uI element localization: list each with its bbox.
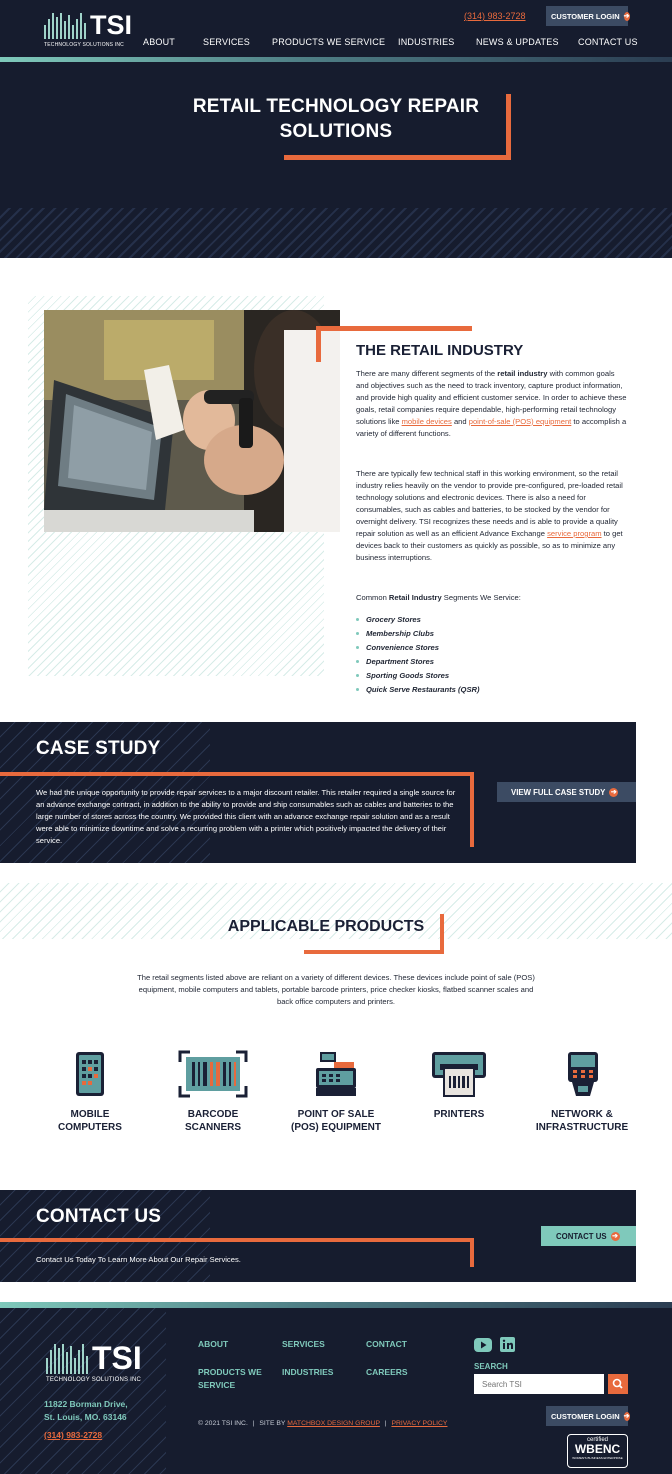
product-label-barcode	[153, 1108, 273, 1134]
product-label-pos	[276, 1108, 396, 1134]
nav-news-updates[interactable]: NEWS & UPDATES	[476, 37, 559, 47]
segment-label: Quick Serve Restaurants (QSR)	[366, 684, 480, 694]
address-line-1: 11822 Borman Drive,	[44, 1399, 128, 1409]
segments-list	[356, 612, 480, 696]
service-program-link[interactable]: service program	[547, 529, 602, 538]
retail-paragraph-2	[356, 468, 628, 564]
product-label-line: POINT OF SALE	[297, 1109, 375, 1120]
copyright-text: © 2021 TSI INC.	[198, 1420, 248, 1427]
retail-p1-text-3: to accomplish a variety of different functions.	[356, 417, 627, 438]
segments-intro-text-2: Segments We Service:	[441, 593, 521, 602]
footer-link-products[interactable]	[198, 1366, 262, 1392]
mobile-devices-link[interactable]: mobile devices	[401, 417, 452, 426]
nav-products-we-service[interactable]: PRODUCTS WE SERVICE	[272, 37, 386, 47]
page-title-line1: RETAIL TECHNOLOGY REPAIR	[192, 96, 480, 117]
segments-intro-bold: Retail Industry	[388, 593, 442, 602]
contact-text: Contact Us Today To Learn More About Our Repair Services.	[36, 1255, 241, 1264]
retail-p1-text-2: with common goals and objectives such as the need to track inventory, capture product information, and provide high quality and efficient customer service. In order to achieve these goals, retail companies require dependable, high-performing retail technology solutions like	[356, 369, 627, 426]
products-intro: The retail segments listed above are reliant on a variety of different devices. These devices include point of sale (POS) equipment, mobile computers and tablets, portable barcode printers, price checker kiosks, flatbed scanner scales and back office computers and printers.	[137, 973, 535, 1006]
footer-logo[interactable]	[46, 1342, 142, 1383]
segments-intro-text: Common	[356, 593, 389, 602]
arrow-right-icon: ➔	[623, 1412, 630, 1420]
view-case-study-button[interactable]	[497, 782, 636, 802]
header-phone-link[interactable]: (314) 983-2728	[464, 11, 526, 21]
product-label-printers	[399, 1108, 519, 1121]
hero-accent-vertical	[506, 94, 511, 160]
list-item	[356, 612, 480, 626]
segment-label: Convenience Stores	[366, 642, 440, 652]
nav-industries[interactable]: INDUSTRIES	[398, 37, 455, 47]
footer-logo-wordmark: TSI	[92, 1340, 142, 1376]
search-label: SEARCH	[474, 1362, 508, 1371]
retail-heading: THE RETAIL INDUSTRY	[356, 342, 524, 359]
arrow-right-icon: ➔	[610, 788, 617, 796]
segment-label: Department Stores	[366, 656, 434, 666]
logo-bars-icon	[46, 1344, 88, 1374]
list-item	[356, 682, 480, 696]
bullet-icon	[356, 618, 359, 621]
footer-logo-subtitle: TECHNOLOGY SOLUTIONS INC	[46, 1377, 142, 1383]
segments-intro	[356, 592, 521, 604]
footer-phone-link[interactable]: (314) 983-2728	[44, 1430, 103, 1440]
wbenc-wordmark: WBENC	[574, 1442, 621, 1456]
footer-stripe-panel	[0, 1308, 166, 1474]
footer-link-about[interactable]: ABOUT	[198, 1339, 229, 1349]
logo-subtitle: TECHNOLOGY SOLUTIONS INC	[44, 42, 124, 48]
nav-about[interactable]: ABOUT	[143, 37, 176, 47]
hero-accent-horizontal	[284, 155, 511, 160]
wbenc-certified-badge	[567, 1434, 628, 1468]
list-item	[356, 640, 480, 654]
bullet-icon	[356, 660, 359, 663]
products-accent-horizontal	[304, 950, 444, 954]
arrow-right-icon: ➔	[623, 12, 630, 20]
wbenc-subtitle: WOMEN'S BUSINESS ENTERPRISE	[572, 1456, 623, 1460]
list-item	[356, 668, 480, 682]
product-label-line: COMPUTERS	[58, 1122, 122, 1133]
retail-accent-horizontal	[316, 326, 472, 331]
retail-photo-illustration	[44, 310, 340, 532]
address-line-2: St. Louis, MO. 63146	[44, 1411, 127, 1422]
linkedin-icon[interactable]	[500, 1337, 515, 1357]
bullet-icon	[356, 688, 359, 691]
retail-p1-and: and	[451, 417, 469, 426]
product-label-line: PRINTERS	[433, 1109, 485, 1120]
footer-link-products-line2: SERVICE	[198, 1380, 236, 1390]
contact-us-label: CONTACT US	[556, 1231, 607, 1241]
legal-separator: |	[384, 1420, 387, 1427]
list-item	[356, 626, 480, 640]
case-accent-horizontal	[0, 772, 474, 776]
footer-legal	[198, 1420, 447, 1427]
network-device-icon	[566, 1050, 600, 1103]
product-label-line: (POS) EQUIPMENT	[290, 1122, 381, 1133]
contact-title: CONTACT US	[36, 1206, 162, 1227]
search-icon	[608, 1374, 628, 1394]
footer-link-services[interactable]: SERVICES	[282, 1339, 325, 1349]
printer-icon	[430, 1050, 488, 1103]
footer-customer-login-button[interactable]	[546, 1406, 628, 1426]
retail-p2-text-2: to get devices back to their customers as quickly as possible, so as to minimize any business interruptions.	[356, 529, 623, 562]
arrow-right-icon: ➔	[612, 1232, 618, 1240]
product-label-mobile	[30, 1108, 150, 1134]
contact-stripe-panel	[0, 1190, 210, 1282]
retail-accent-vertical	[316, 326, 321, 362]
footer-address	[44, 1398, 128, 1423]
footer-link-contact[interactable]: CONTACT	[366, 1339, 407, 1349]
legal-separator: |	[252, 1420, 255, 1427]
retail-p1-bold: retail industry	[497, 369, 548, 378]
retail-p2-text: There are typically few technical staff in this working environment, so the retail industry relies heavily on the vendor to provide pre-configured, pre-loaded retail technology solutions and electronic devices. There is also a need for consumables, such as cables and batteries, to be stocked by the vendor for overnight delivery. TSI recognizes these needs and is able to provide a quality repair solution as well as an efficient Advance Exchange	[356, 469, 623, 538]
cash-register-icon	[314, 1050, 358, 1103]
view-case-study-label: VIEW FULL CASE STUDY	[511, 787, 606, 797]
product-label-line: INFRASTRUCTURE	[535, 1122, 629, 1133]
page-title	[150, 94, 522, 144]
pos-equipment-link[interactable]: point-of-sale (POS) equipment	[468, 417, 572, 426]
logo-wordmark: TSI	[90, 10, 133, 40]
logo-bars-icon	[44, 13, 86, 39]
segment-label: Membership Clubs	[366, 628, 434, 638]
contact-accent-horizontal	[0, 1238, 474, 1242]
product-label-line: MOBILE	[70, 1109, 110, 1120]
product-label-network	[522, 1108, 642, 1134]
product-label-line: NETWORK &	[551, 1109, 613, 1120]
nav-contact-us[interactable]: CONTACT US	[578, 37, 638, 47]
contact-accent-vertical	[470, 1238, 474, 1267]
products-heading: APPLICABLE PRODUCTS	[227, 918, 425, 935]
customer-login-button[interactable]	[546, 6, 628, 26]
barcode-scanner-icon	[178, 1050, 248, 1103]
privacy-policy-link[interactable]: PRIVACY POLICY	[391, 1420, 448, 1427]
product-label-line: BARCODE	[187, 1109, 239, 1120]
bullet-icon	[356, 646, 359, 649]
footer-search-button[interactable]	[608, 1374, 628, 1394]
retail-scanner-photo	[44, 310, 340, 532]
youtube-icon[interactable]	[474, 1338, 492, 1357]
customer-login-label: CUSTOMER LOGIN	[551, 11, 620, 21]
case-accent-vertical	[470, 772, 474, 847]
nav-services[interactable]: SERVICES	[203, 37, 250, 47]
bullet-icon	[356, 632, 359, 635]
header-logo[interactable]	[44, 12, 132, 48]
list-item	[356, 654, 480, 668]
site-by-text: SITE BY	[259, 1420, 286, 1427]
contact-us-button[interactable]	[541, 1226, 636, 1246]
footer-customer-login-label: CUSTOMER LOGIN	[551, 1411, 620, 1421]
retail-p1-text: There are many different segments of the	[356, 369, 498, 378]
mobile-computer-icon	[74, 1050, 106, 1103]
matchbox-design-link[interactable]: MATCHBOX DESIGN GROUP	[287, 1420, 380, 1427]
footer-link-industries[interactable]: INDUSTRIES	[282, 1367, 334, 1377]
footer-link-careers[interactable]: CAREERS	[366, 1367, 408, 1377]
footer-link-products-line1: PRODUCTS WE	[198, 1367, 262, 1377]
products-accent-vertical	[440, 914, 444, 954]
bullet-icon	[356, 674, 359, 677]
page-title-line2: SOLUTIONS	[279, 121, 393, 142]
product-label-line: SCANNERS	[184, 1122, 242, 1133]
segment-label: Grocery Stores	[366, 614, 421, 624]
case-study-text: We had the unique opportunity to provide repair services to a major discount retailer. This retailer required a single source for an advance exchange contract, in addition to the ability to provide and ship consumables such as cables and batteries to the large number of stores across the country. We provided this client with an advance exchange repair solution and as a result were able to minimize downtime and solve a recurring problem with a printer which positively impacted the delivery of their service.	[36, 788, 456, 845]
wbenc-certified-text: certified	[586, 1437, 608, 1443]
retail-paragraph-1	[356, 368, 628, 440]
segment-label: Sporting Goods Stores	[366, 670, 450, 680]
hero-stripe-band	[0, 208, 672, 258]
footer-search-input[interactable]	[474, 1374, 604, 1394]
case-study-title: CASE STUDY	[36, 738, 161, 759]
